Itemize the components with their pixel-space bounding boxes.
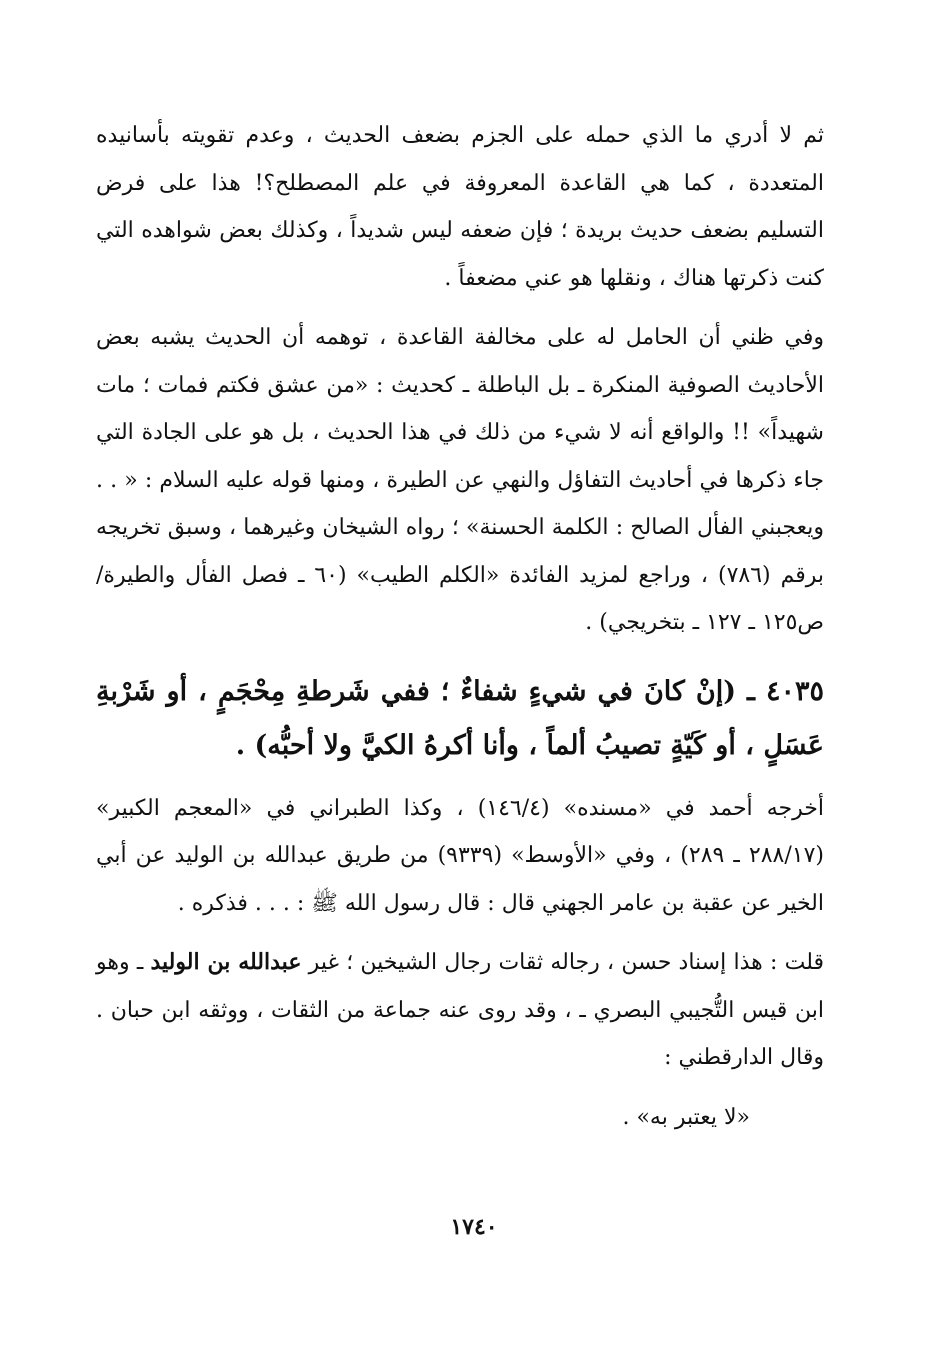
narrator-name: عبدالله بن الوليد [150, 949, 302, 975]
paragraph-1: ثم لا أدري ما الذي حمله على الجزم بضعف الحديث ، وعدم تقويته بأسانيده المتعددة ، كما هي القاعدة المعروفة في علم المصطلح؟! هذا على فرض التسليم بضعف حديث بريدة ؛ فإن ضعفه ليس شديداً ، وكذلك بعض شواهده التي كنت ذكرتها هناك ، ونقلها هو عني مضعفاً . [96, 123, 824, 291]
page-body [96, 112, 824, 1141]
paragraph-4-end: ـ وهو ابن قيس التُّجيبي البصري ـ ، وقد روى عنه جماعة من الثقات ، ووثقه ابن حبان . وقال الدارقطني : [96, 950, 824, 1070]
quote: «لا يعتبر به» . [622, 1104, 750, 1130]
paragraph-3: أخرجه أحمد في «مسنده» (١٤٦/٤) ، وكذا الطبراني في «المعجم الكبير» (٢٨٨/١٧ ـ ٢٨٩) ، وفي «الأوسط» (٩٣٣٩) من طريق عبدالله بن الوليد عن أبي الخير عن عقبة بن عامر الجهني قال : قال رسول الله ﷺ : . . . فذكره . [96, 795, 824, 916]
paragraph-2: وفي ظني أن الحامل له على مخالفة القاعدة ، توهمه أن الحديث يشبه بعض الأحاديث الصوفية المنكرة ـ بل الباطلة ـ كحديث : «من عشق فكتم فمات ؛ مات شهيداً» !! والواقع أنه لا شيء من ذلك في هذا الحديث ، بل هو على الجادة التي جاء ذكرها في أحاديث التفاؤل والنهي عن الطيرة ، ومنها قوله عليه السلام : « . . ويعجبني الفأل الصالح : الكلمة الحسنة» ؛ رواه الشيخان وغيرهما ، وسبق تخريجه برقم (٧٨٦) ، وراجع لمزيد الفائدة «الكلم الطيب» (٦٠ ـ فصل الفأل والطيرة/ ص١٢٥ ـ ١٢٧ ـ بتخريجي) . [96, 325, 824, 635]
paragraph-4-start: قلت : هذا إسناد حسن ، رجاله ثقات رجال الشيخين ؛ غير [301, 950, 824, 975]
paragraph-4 [96, 939, 824, 1082]
page-number: ١٧٤٠ [450, 1214, 498, 1240]
hadith-heading: ٤٠٣٥ ـ (إنْ كانَ في شيءٍ شفاءٌ ؛ ففي شَرطةِ مِحْجَمٍ ، أو شَرْبةِ عَسَلٍ ، أو كَيّةٍ تصيبُ ألماً ، وأنا أكرهُ الكيَّ ولا أحبُّه) . [96, 675, 824, 761]
